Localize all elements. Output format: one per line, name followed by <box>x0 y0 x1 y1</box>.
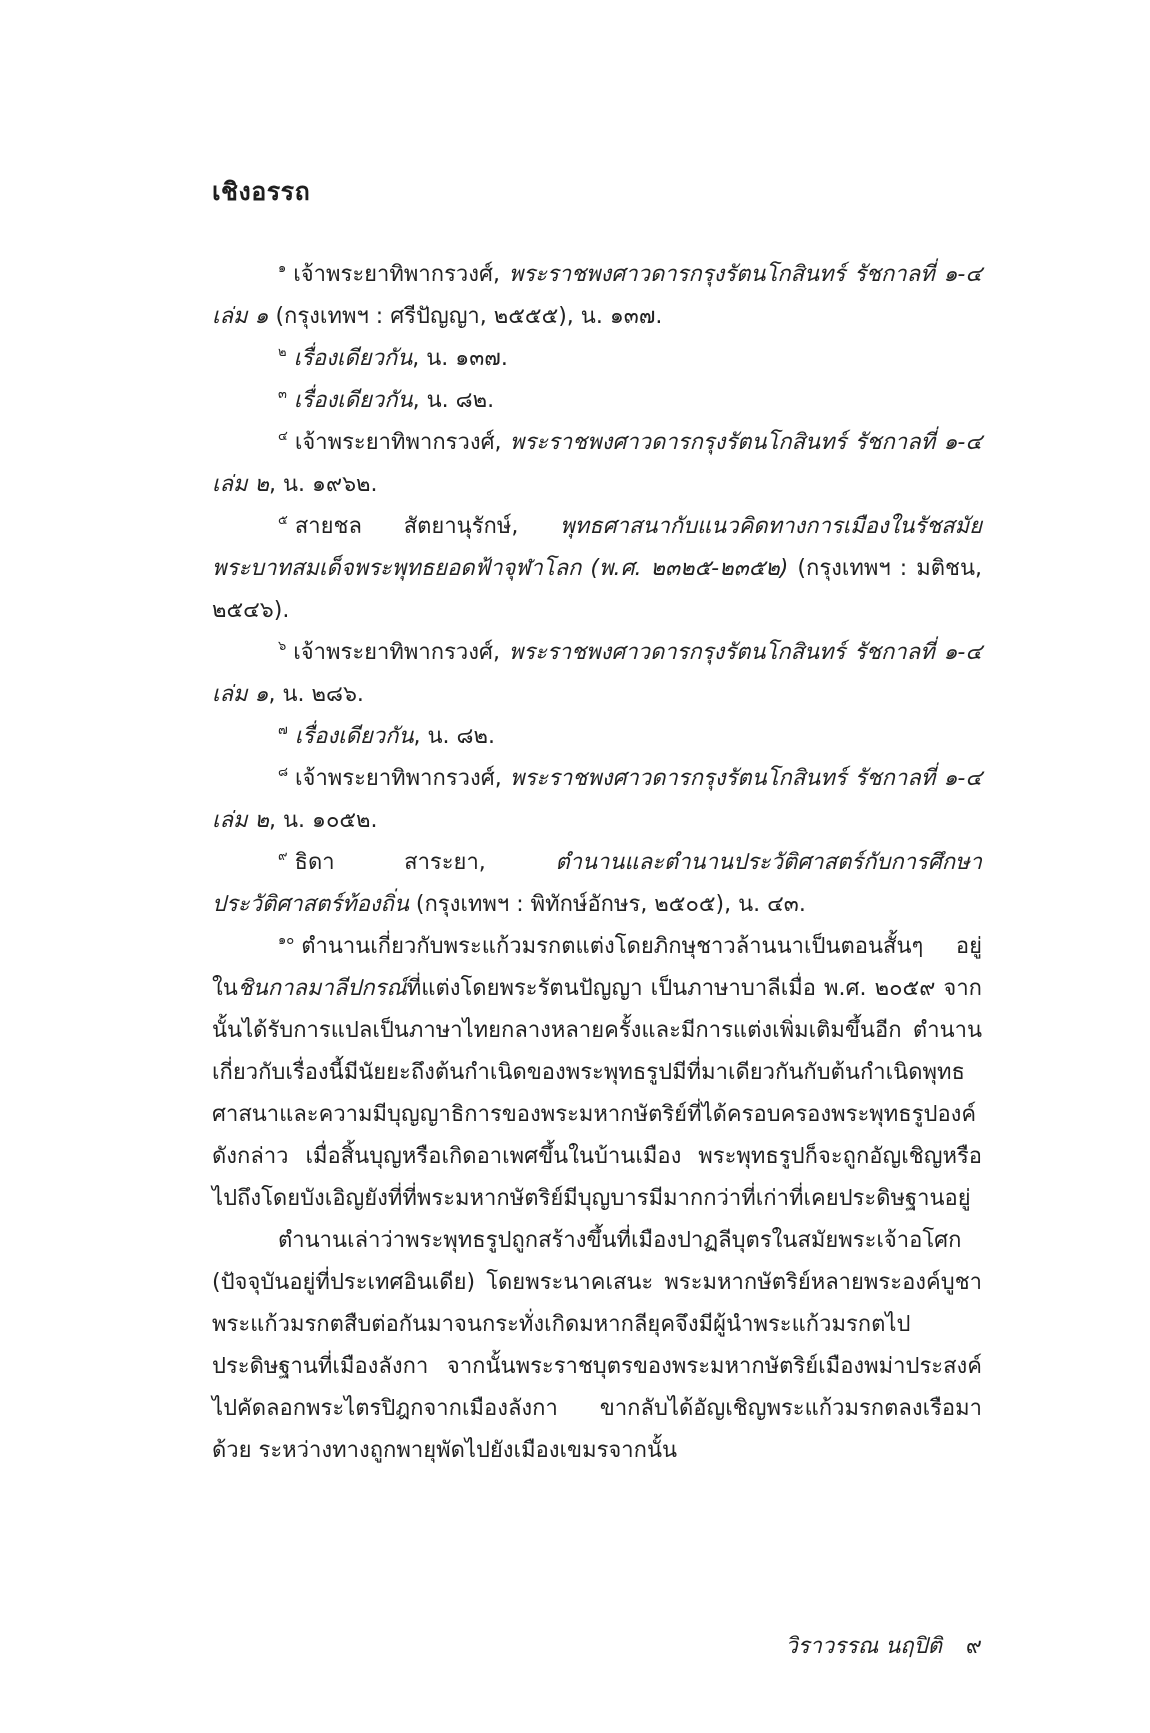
footnote-author: เจ้าพระยาทิพากรวงศ์, <box>293 262 509 287</box>
footnote <box>212 506 982 632</box>
footnote-detail: , น. ๑๙๖๒. <box>269 472 378 497</box>
footnote-author: เจ้าพระยาทิพากรวงศ์, <box>293 640 509 665</box>
footnote-number: ๘ <box>278 765 289 780</box>
footnote <box>212 254 982 338</box>
footnote-author: ตำนานเกี่ยวกับพระแก้วมรกตแต่งโดยภิกษุชาวล้านนาเป็นตอนสั้นๆ อยู่ใน <box>212 934 982 1001</box>
footnote <box>212 842 982 926</box>
footnote-title: พระราชพงศาวดารกรุงรัตนโกสินทร์ รัชกาลที่ ๑-๔ เล่ม ๑ <box>212 262 983 329</box>
footnote-detail: (กรุงเทพฯ : ศรีปัญญา, ๒๕๕๕), น. ๑๓๗. <box>268 304 663 329</box>
footnote-title: พุทธศาสนากับแนวคิดทางการเมืองในรัชสมัยพระบาทสมเด็จพระพุทธยอดฟ้าจุฬาโลก (พ.ศ. ๒๓๒๕-๒๓๕๒) <box>212 514 982 581</box>
footnote-number: ๙ <box>278 849 288 864</box>
footnote <box>212 758 982 842</box>
footnote <box>212 716 982 758</box>
footnote-detail: , น. ๘๒. <box>413 724 495 749</box>
footnote-detail: (กรุงเทพฯ : พิทักษ์อักษร, ๒๕๐๕), น. ๔๓. <box>408 892 806 917</box>
footnote <box>212 338 982 380</box>
footnote-title: พระราชพงศาวดารกรุงรัตนโกสินทร์ รัชกาลที่ ๑-๔ เล่ม ๒ <box>212 430 983 497</box>
footnote-detail: , น. ๘๒. <box>412 388 495 413</box>
footnote-title: พระราชพงศาวดารกรุงรัตนโกสินทร์ รัชกาลที่ ๑-๔ เล่ม ๒ <box>212 766 983 833</box>
footnote-number: ๖ <box>278 639 287 654</box>
footnote-number: ๓ <box>278 387 287 402</box>
footnote-title: พระราชพงศาวดารกรุงรัตนโกสินทร์ รัชกาลที่ ๑-๔ เล่ม ๑ <box>212 640 983 707</box>
footnote-number: ๗ <box>278 723 288 738</box>
footnote-number: ๔ <box>278 429 288 444</box>
footnote-number: ๑๐ <box>278 933 295 948</box>
footnote <box>212 926 982 1220</box>
footnote-number: ๕ <box>278 513 288 528</box>
section-heading: เชิงอรรถ <box>212 177 311 206</box>
footnote-title: ชินกาลมาลีปกรณ์ <box>237 976 407 1001</box>
footnote-title: ตำนานและตำนานประวัติศาสตร์กับการศึกษาประวัติศาสตร์ท้องถิ่น <box>212 850 982 917</box>
footnote-detail: (กรุงเทพฯ : มติชน, ๒๕๔๖). <box>212 556 982 623</box>
footnote <box>212 422 982 506</box>
footnote-author: สายชล สัตยานุรักษ์, <box>294 514 561 539</box>
footnote-title: เรื่องเดียวกัน <box>293 346 413 371</box>
document-page <box>212 0 982 1733</box>
footnote-author: ธิดา สาระยา, <box>294 850 556 875</box>
page-footer <box>785 1628 982 1663</box>
footnotes-list <box>212 254 982 1472</box>
footnote-number: ๑ <box>278 261 287 276</box>
footnote-number: ๒ <box>278 345 287 360</box>
footnote-detail: ที่แต่งโดยพระรัตนปัญญา เป็นภาษาบาลีเมื่อ พ.ศ. ๒๐๕๙ จากนั้นได้รับการแปลเป็นภาษาไทยกลางหลายครั้งและมีการแต่งเพิ่มเติมขึ้นอีก ตำนานเกี่ยวกับเรื่องนี้มีนัยยะถึงต้นกำเนิดของพระพุทธรูปมีที่มาเดียวกันกับต้นกำเนิดพุทธศาสนาและความมีบุญญาธิการของพระมหากษัตริย์ที่ได้ครอบครองพระพุทธรูปองค์ดังกล่าว เมื่อสิ้นบุญหรือเกิดอาเพศขึ้นในบ้านเมือง พระพุทธรูปก็จะถูกอัญเชิญหรือไปถึงโดยบังเอิญยังที่ที่พระมหากษัตริย์มีบุญบารมีมากกว่าที่เก่าที่เคยประดิษฐานอยู่ <box>212 976 982 1211</box>
footnote <box>212 632 982 716</box>
footnote-author: เจ้าพระยาทิพากรวงศ์, <box>294 430 510 455</box>
footnote-detail: , น. ๒๘๖. <box>268 682 364 707</box>
page-number: ๙ <box>965 1634 982 1659</box>
footnote-author: เจ้าพระยาทิพากรวงศ์, <box>295 766 510 791</box>
footnote-title: เรื่องเดียวกัน <box>293 388 413 413</box>
footnote-detail: , น. ๑๓๗. <box>412 346 508 371</box>
footnote <box>212 380 982 422</box>
footer-author: วิราวรรณ นฤปิติ <box>785 1634 942 1659</box>
footnote-title: เรื่องเดียวกัน <box>294 724 414 749</box>
body-paragraph: ตำนานเล่าว่าพระพุทธรูปถูกสร้างขึ้นที่เมืองปาฏลีบุตรในสมัยพระเจ้าอโศก (ปัจจุบันอยู่ที่ประเทศอินเดีย) โดยพระนาคเสนะ พระมหากษัตริย์หลายพระองค์บูชาพระแก้วมรกตสืบต่อกันมาจนกระทั่งเกิดมหากลียุคจึงมีผู้นำพระแก้วมรกตไปประดิษฐานที่เมืองลังกา จากนั้นพระราชบุตรของพระมหากษัตริย์เมืองพม่าประสงค์ไปคัดลอกพระไตรปิฎกจากเมืองลังกา ขากลับได้อัญเชิญพระแก้วมรกตลงเรือมาด้วย ระหว่างทางถูกพายุพัดไปยังเมืองเขมรจากนั้น <box>212 1228 982 1463</box>
footnote-detail: , น. ๑๐๕๒. <box>269 808 378 833</box>
